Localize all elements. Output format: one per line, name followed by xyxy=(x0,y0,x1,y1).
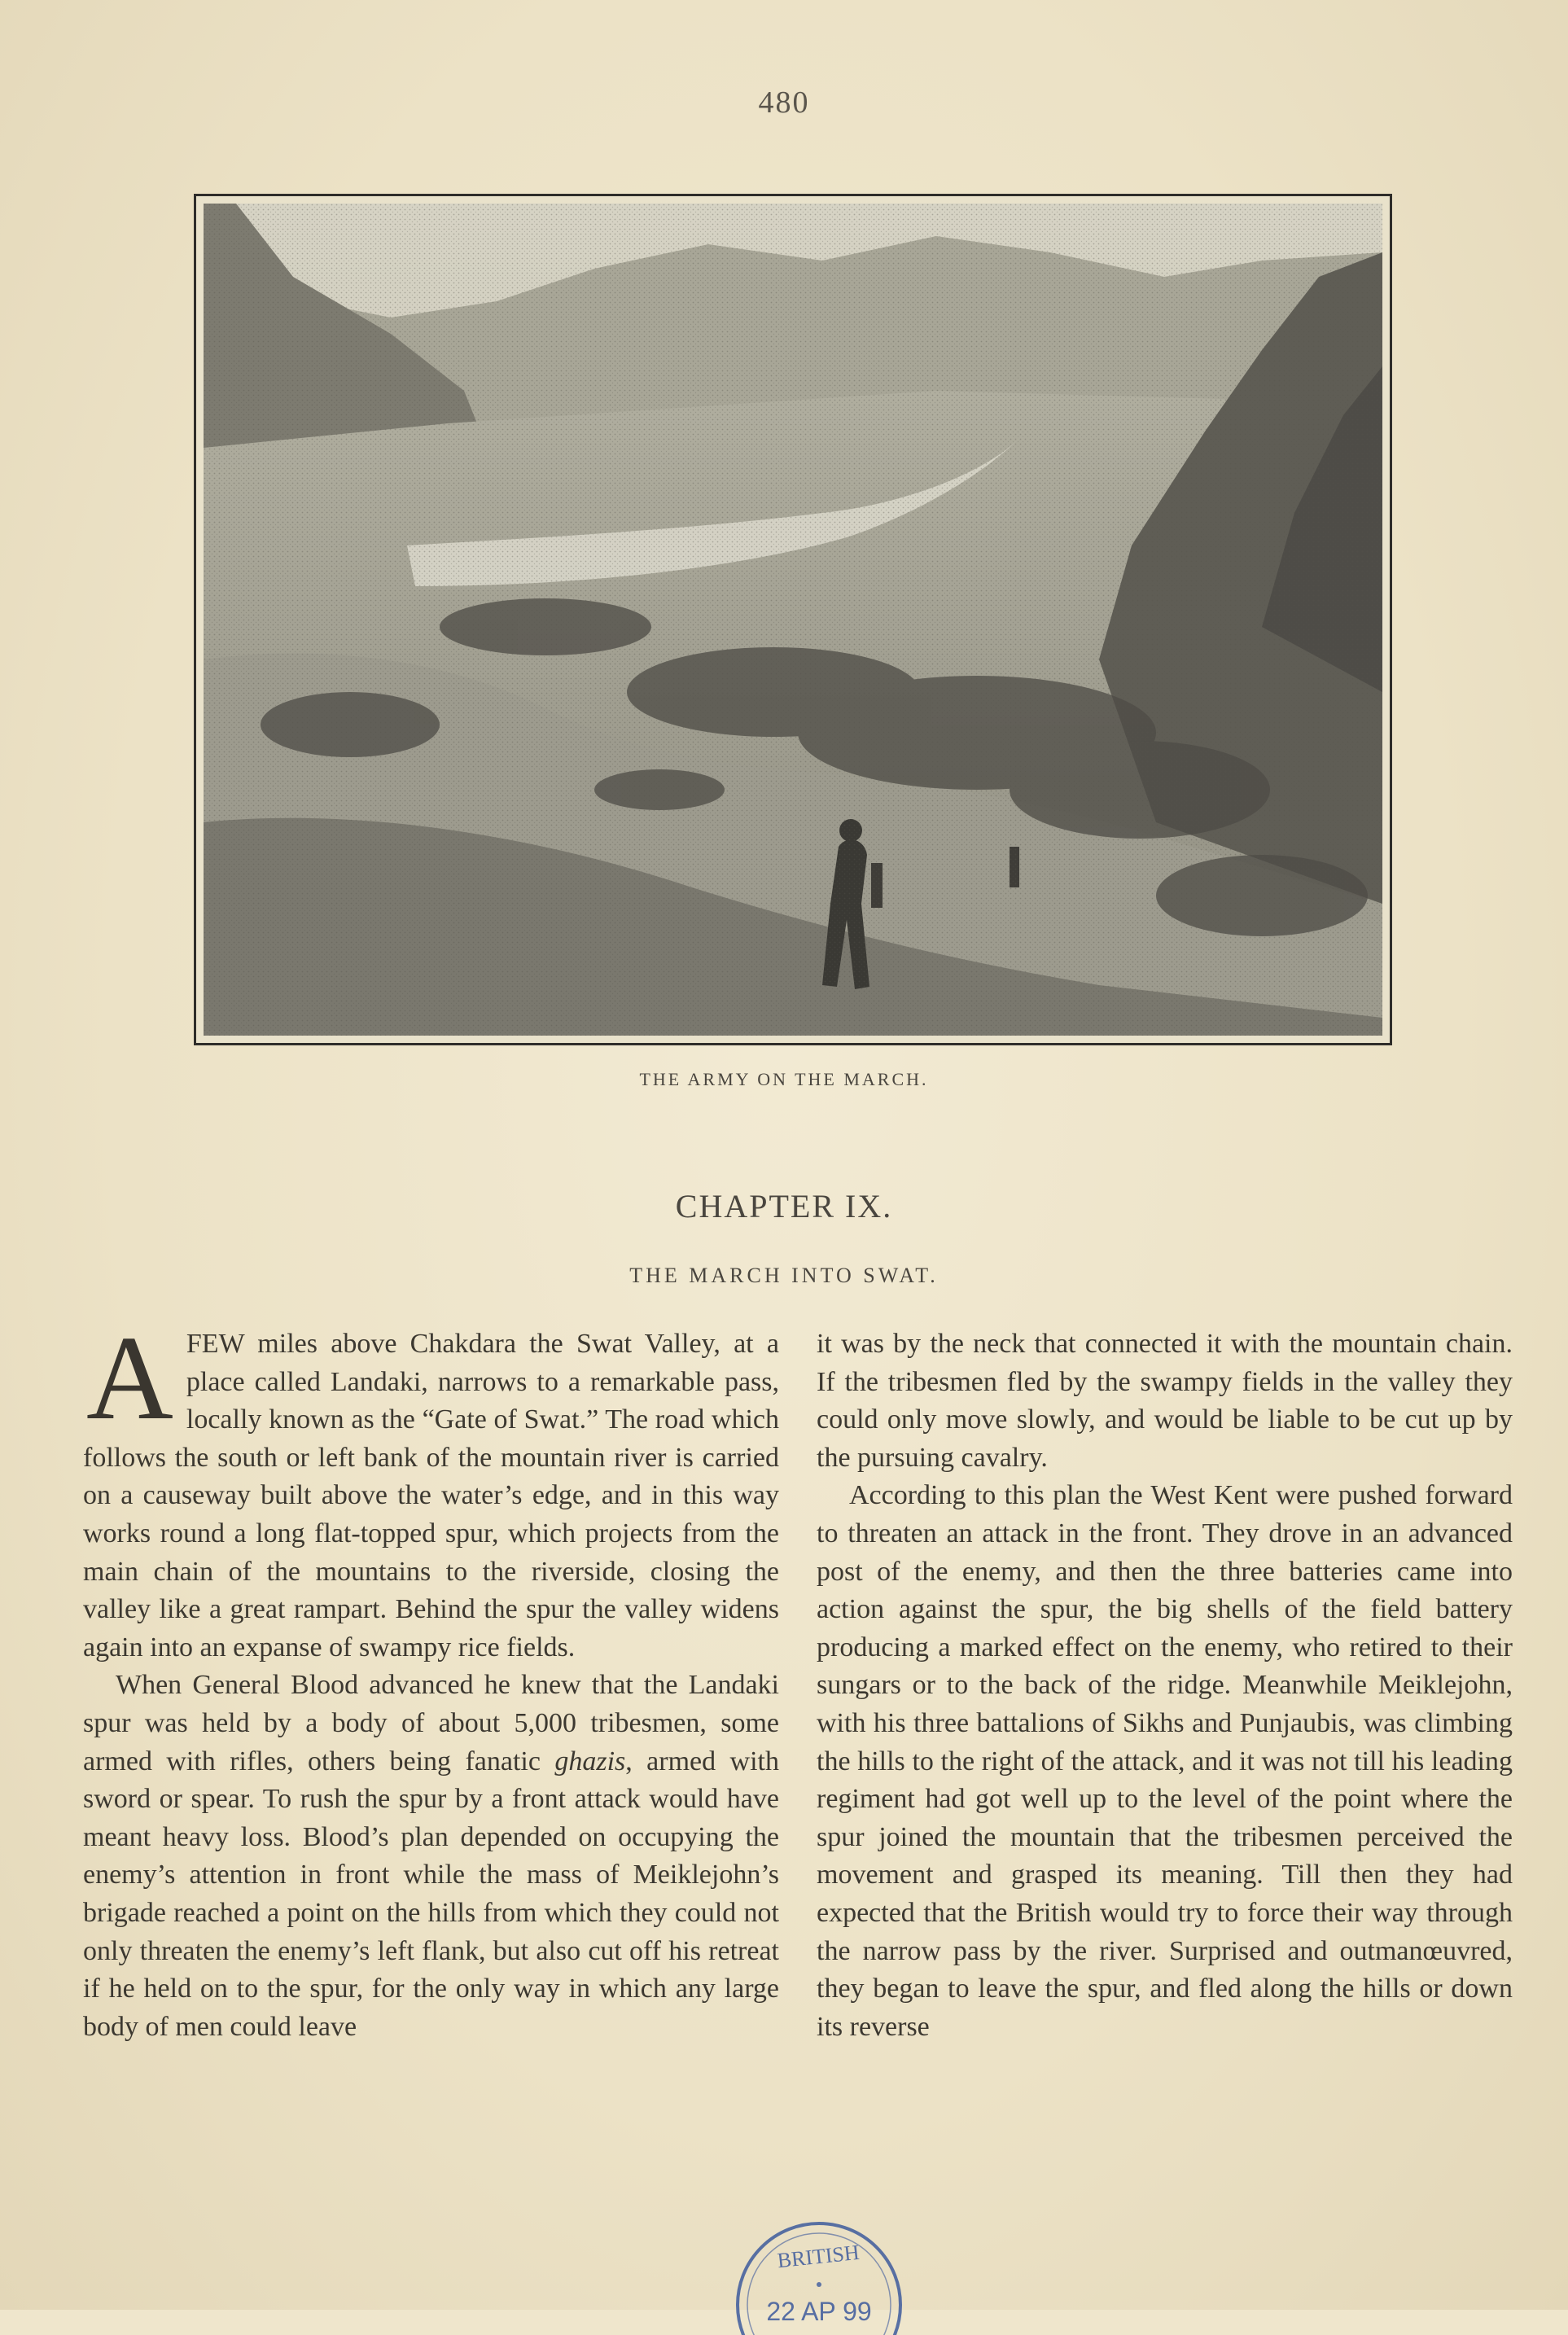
library-stamp xyxy=(727,2213,911,2335)
paragraph-text: , armed with sword or spear. To rush the spur by a front attack would have meant heavy loss. Blood’s plan depended on occupying the enemy’s attention in front while the mass of Meiklejohn’s brigade reached a point on the hills from which they could not only threaten the enemy’s left flank, but also cut off his retreat if he held on to the spur, for the only way in which any large body of men could leave xyxy=(83,1746,779,2042)
left-text-column xyxy=(83,1312,779,2046)
paragraph xyxy=(83,1312,779,1667)
italic-term: ghazis xyxy=(554,1746,626,1776)
right-text-column xyxy=(817,1325,1513,2046)
stamp-top-text: BRITISH xyxy=(776,2240,861,2273)
valley-landscape-image xyxy=(204,204,1382,1036)
drop-cap: A xyxy=(86,1312,173,1445)
stamp-seal-icon xyxy=(727,2213,911,2335)
paragraph-text: When General Blood advanced he knew that the Landaki spur was held by a body of about 5,000 tribesmen, some armed with rifles, others being fanatic xyxy=(83,1670,779,1776)
stamp-date-text: 22 AP 99 xyxy=(766,2297,872,2326)
paragraph: According to this plan the West Kent were pushed forward to threaten an attack in the front. They drove in an advanced post of the enemy, and then the three batteries came into action against the spur, the big shells of the field battery producing a marked effect on the enemy, who retired to their sungars or to the back of the ridge. Meanwhile Meiklejohn, with his three battalions of Sikhs and Punjaubis, was climbing the hills to the right of the attack, and it was not till his leading regiment had got well up to the level of the point where the spur joined the mountain that the tribesmen perceived the movement and grasped its meaning. Till then they had expected that the British would try to force their way through the narrow pass by the river. Surprised and outmanœuvred, they began to leave the spur, and fled along the hills or down its reverse xyxy=(817,1480,1513,2042)
paragraph: it was by the neck that connected it with the mountain chain. If the tribesmen fled by the swampy fields in the valley they could only move slowly, and would be liable to be cut up by the pursuing cavalry. xyxy=(817,1329,1513,1473)
chapter-title: CHAPTER IX. xyxy=(675,1188,893,1224)
army-march-illustration xyxy=(194,194,1392,1045)
chapter-subtitle: THE MARCH INTO SWAT. xyxy=(629,1264,939,1287)
page-number: 480 xyxy=(758,85,810,120)
paragraph-text: FEW miles above Chakdara the Swat Valley, at a place called Landaki, narrows to a remarkable pass, locally known as the “Gate of Swat.” The road which follows the south or left bank of the mountain river is carried on a causeway built above the water’s edge, and in this way works round a long flat-topped spur, which projects from the main chain of the mountains to the riverside, closing the valley like a great rampart. Behind the spur the valley widens again into an expanse of swampy rice fields. xyxy=(83,1329,779,1663)
figure-caption: THE ARMY ON THE MARCH. xyxy=(639,1069,929,1089)
paragraph xyxy=(83,1667,779,2046)
